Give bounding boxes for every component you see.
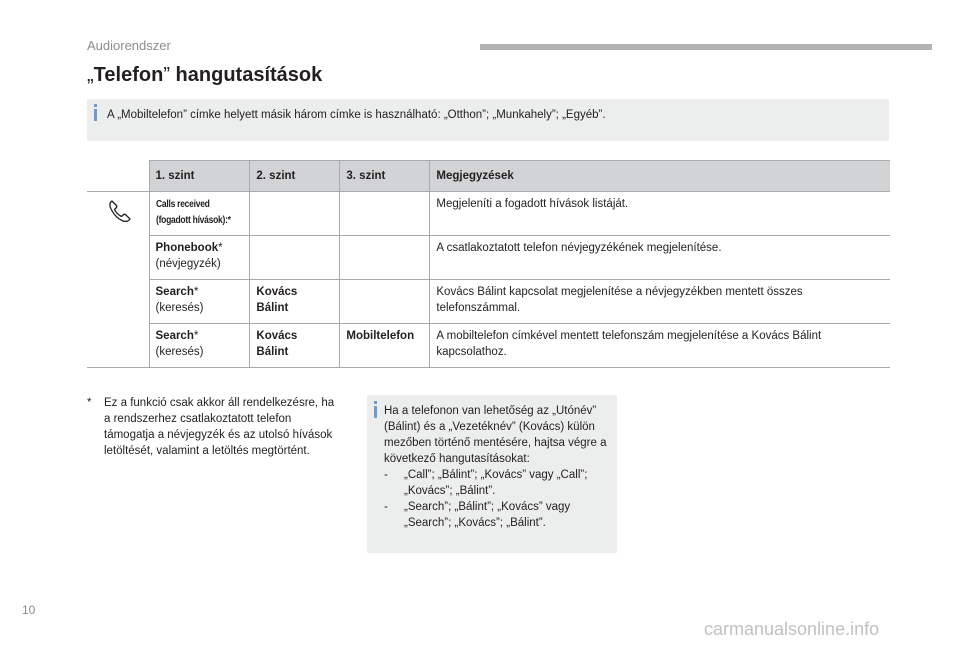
table-cell-level3: Mobiltelefon <box>340 324 430 368</box>
icon-cell <box>87 324 149 368</box>
list-item <box>384 499 609 531</box>
info-note-bottom-body <box>384 403 609 531</box>
info-marker-icon <box>94 109 97 121</box>
level2-first: Kovács <box>256 330 298 342</box>
table-cell-level1 <box>149 280 250 324</box>
list-item <box>384 467 609 499</box>
level1-star: * <box>193 330 199 342</box>
title-close-quote: ” <box>163 64 170 86</box>
table-cell-note: A csatlakoztatott telefon névjegyzékének megjelenítése. <box>430 236 890 280</box>
list-item-text: „Call”; „Bálint”; „Kovács” vagy „Call”; „Kovács”; „Bálint”. <box>404 469 588 497</box>
info-note-top <box>87 99 889 141</box>
table-cell-level2 <box>250 280 340 324</box>
table-row <box>87 324 890 368</box>
title-rest: hangutasítások <box>169 64 323 86</box>
level1-sub: (keresés) <box>155 302 204 314</box>
level1-label: Phonebook <box>155 242 219 254</box>
page-number: 10 <box>22 603 36 617</box>
table-header-cell: Megjegyzések <box>430 161 890 192</box>
table-cell-level3 <box>340 236 430 280</box>
level1-star: * <box>218 242 223 254</box>
table-header-blank <box>87 161 149 192</box>
table-cell-level1 <box>149 192 250 236</box>
info-marker-icon <box>374 406 377 418</box>
table-cell-level2 <box>250 236 340 280</box>
table-header-cell: 1. szint <box>149 161 250 192</box>
footnote-text: Ez a funkció csak akkor áll rendelkezésre, ha a rendszerhez csatlakoztatott telefon támogatja a névjegyzék és az utolsó hívások letöltését, valamint a letöltés megtörtént. <box>104 397 335 457</box>
table-header-row <box>87 161 890 192</box>
table-header-cell: 3. szint <box>340 161 430 192</box>
list-item-text: „Search”; „Bálint”; „Kovács” vagy „Search”; „Kovács”; „Bálint”. <box>404 501 571 529</box>
level2-first: Kovács <box>256 286 298 298</box>
level1-star: * <box>193 286 199 298</box>
header-bar <box>480 44 932 50</box>
table-cell-level1 <box>149 236 250 280</box>
info-note-top-text: A „Mobiltelefon” címke helyett másik három címke is használható: „Otthon”; „Munkahely”; „Egyéb”. <box>107 109 606 121</box>
table-cell-level2 <box>250 192 340 236</box>
section-label: Audiorendszer <box>87 38 171 53</box>
icon-cell <box>87 236 149 280</box>
level1-label: Calls received <box>155 199 210 210</box>
level1-label: Search <box>155 330 194 342</box>
table-cell-note: A mobiltelefon címkével mentett telefonszám megjelenítése a Kovács Bálint kapcsolathoz. <box>430 324 890 368</box>
table-cell-level3 <box>340 280 430 324</box>
page-title <box>87 64 322 87</box>
table-cell-note: Kovács Bálint kapcsolat megjelenítése a névjegyzékben mentett összes telefonszámmal. <box>430 280 890 324</box>
level1-sub: (névjegyzék) <box>155 258 221 270</box>
list-dash: - <box>384 501 388 513</box>
table-cell-level1 <box>149 324 250 368</box>
table-cell-note: Megjeleníti a fogadott hívások listáját. <box>430 192 890 236</box>
level2-second: Bálint <box>256 346 289 358</box>
title-open-quote: „ <box>87 64 94 86</box>
icon-cell <box>87 192 149 236</box>
level1-sub: (keresés) <box>155 346 204 358</box>
table-row <box>87 236 890 280</box>
voice-command-table <box>87 160 890 368</box>
table-cell-level2 <box>250 324 340 368</box>
table-row <box>87 280 890 324</box>
table-cell-level3 <box>340 192 430 236</box>
info-note-bottom-intro: Ha a telefonon van lehetőség az „Utónév” (Bálint) és a „Vezetéknév” (Kovács) külön mezőben történő mentésére, hajtsa végre a következő hangutasításokat: <box>384 405 607 465</box>
level1-sub: (fogadott hívások):* <box>155 215 231 226</box>
list-dash: - <box>384 469 388 481</box>
footnote-star: * <box>87 397 92 409</box>
watermark: carmanualsonline.info <box>704 619 880 639</box>
title-main: Telefon <box>93 64 164 86</box>
icon-cell <box>87 280 149 324</box>
table-header-cell: 2. szint <box>250 161 340 192</box>
info-note-bottom <box>367 395 617 553</box>
table-row <box>87 192 890 236</box>
level1-label: Search <box>155 286 194 298</box>
level2-second: Bálint <box>256 302 289 314</box>
